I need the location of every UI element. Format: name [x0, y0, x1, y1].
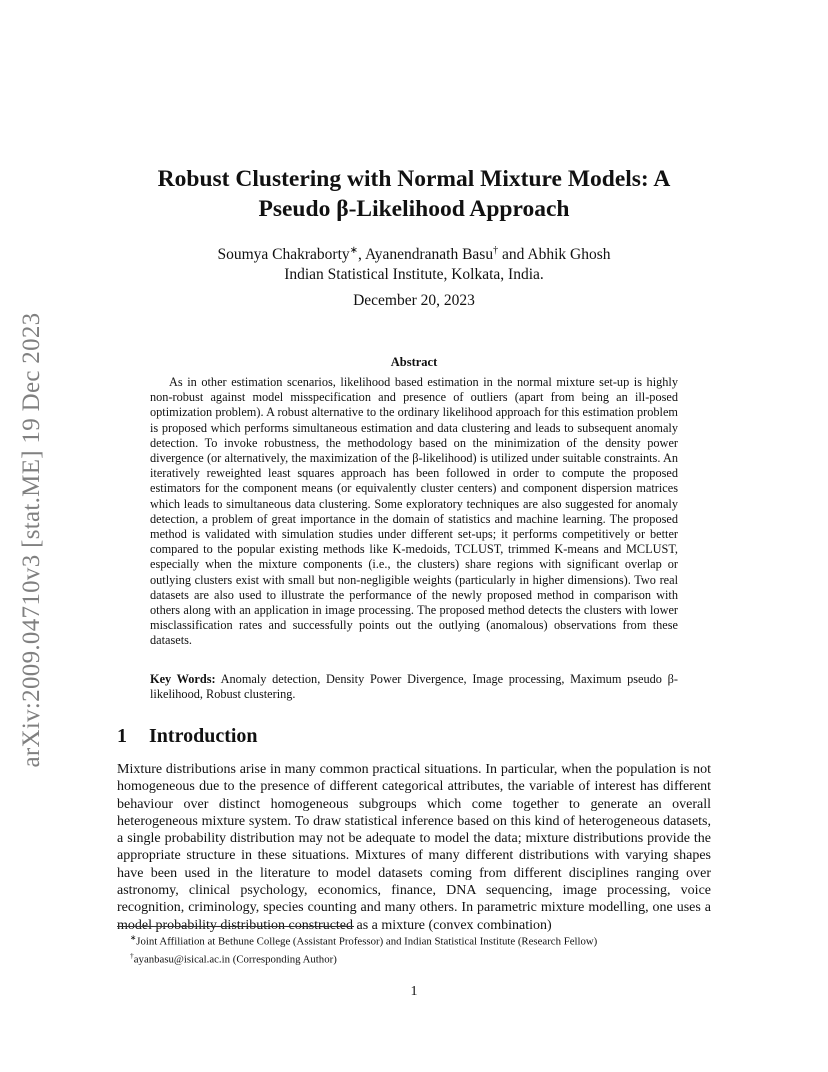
footnote-1-mark: ∗ [130, 933, 137, 942]
affiliation: Indian Statistical Institute, Kolkata, India. [284, 266, 544, 284]
keywords-label: Key Words: [150, 672, 216, 686]
abstract-heading: Abstract [390, 355, 438, 369]
paper-date: December 20, 2023 [353, 292, 475, 309]
footnote-1-text: Joint Affiliation at Bethune College (Assistant Professor) and Indian Statistical Institute (Research Fellow) [136, 935, 598, 948]
arxiv-stamp: arXiv:2009.04710v3 [stat.ME] 19 Dec 2023 [18, 312, 45, 768]
section-title: Introduction [149, 725, 258, 747]
footnote-rule [117, 926, 354, 927]
paper-title [90, 164, 738, 224]
page-number: 1 [410, 984, 418, 999]
authors-block [90, 241, 738, 285]
author-3: Abhik Ghosh [527, 246, 611, 264]
author-1-mark: ∗ [349, 245, 359, 256]
footnote-1 [130, 931, 710, 949]
author-2-mark: † [493, 245, 499, 256]
keywords [150, 672, 678, 702]
abstract-body [150, 375, 678, 649]
abstract-text: As in other estimation scenarios, likelihood based estimation in the normal mixture set-up is highly non-robust against model misspecification and presence of outliers (apart from being an ill-posed optimization problem). A robust alternative to the ordinary likelihood approach for this estimation problem is proposed which performs simultaneous estimation and data clustering and leads to subsequent anomaly detection. To invoke robustness, the methodology based on the minimization of the density power divergence (or alternatively, the maximization of the β-likelihood) is utilized under suitable constraints. An iteratively reweighted least squares approach has been followed in order to compute the proposed estimators for the component means (or equivalently cluster centers) and component dispersion matrices which leads to simultaneous data clustering. Some exploratory techniques are also suggested for anomaly detection, a problem of great importance in the domain of statistics and machine learning. The proposed method is validated with simulation studies under different set-ups; it performs competitively or better compared to the popular existing methods like K-medoids, TCLUST, trimmed K-means and MCLUST, especially when the mixture components (i.e., the clusters) share regions with significant overlap or outlying clusters exist with small but non-negligible weights (particularly in higher dimensions). Two real datasets are also used to illustrate the performance of the newly proposed method in comparison with others along with an application in image processing. The proposed method detects the clusters with lower misclassification rates and successfully points out the outlying (anomalous) observations from these datasets. [150, 375, 678, 648]
keywords-text: Anomaly detection, Density Power Divergence, Image processing, Maximum pseudo β-likelihood, Robust clustering. [150, 672, 678, 702]
footnotes [130, 931, 710, 967]
section-heading [117, 725, 258, 748]
author-2: Ayanendranath Basu [364, 246, 494, 264]
footnote-2 [130, 949, 710, 967]
title-line-1: Robust Clustering with Normal Mixture Models: A [157, 166, 671, 192]
author-line: Soumya Chakraborty∗, Ayanendranath Basu† and Abhik Ghosh [217, 245, 611, 264]
author-conjunction: and [501, 246, 525, 264]
footnote-2-text: ayanbasu@isical.ac.in (Corresponding Author) [133, 953, 337, 966]
author-1: Soumya Chakraborty [217, 246, 350, 264]
section-number: 1 [117, 725, 127, 747]
intro-paragraph: Mixture distributions arise in many common practical situations. In particular, when the population is not homogeneous due to the presence of different categorical attributes, the variable of interest has different behaviour over distinct homogeneous subgroups which come together to generate an overall heterogeneous mixture system. To draw statistical inference based on this kind of heterogeneous datasets, a single probability distribution may not be adequate to model the data; mixture distributions provide the appropriate structure in these situations. Mixtures of many different distributions with varying shapes have been used in the literature to model datasets coming from different disciplines ranging over astronomy, clinical psychology, economics, finance, DNA sequencing, image processing, voice recognition, criminology, species counting and many others. In parametric mixture modelling, one uses a model probability distribution constructed as a mixture (convex combination) [117, 762, 711, 933]
section-body [117, 761, 711, 934]
title-line-2: Pseudo β-Likelihood Approach [258, 196, 570, 222]
footnote-2-mark: † [130, 951, 134, 961]
